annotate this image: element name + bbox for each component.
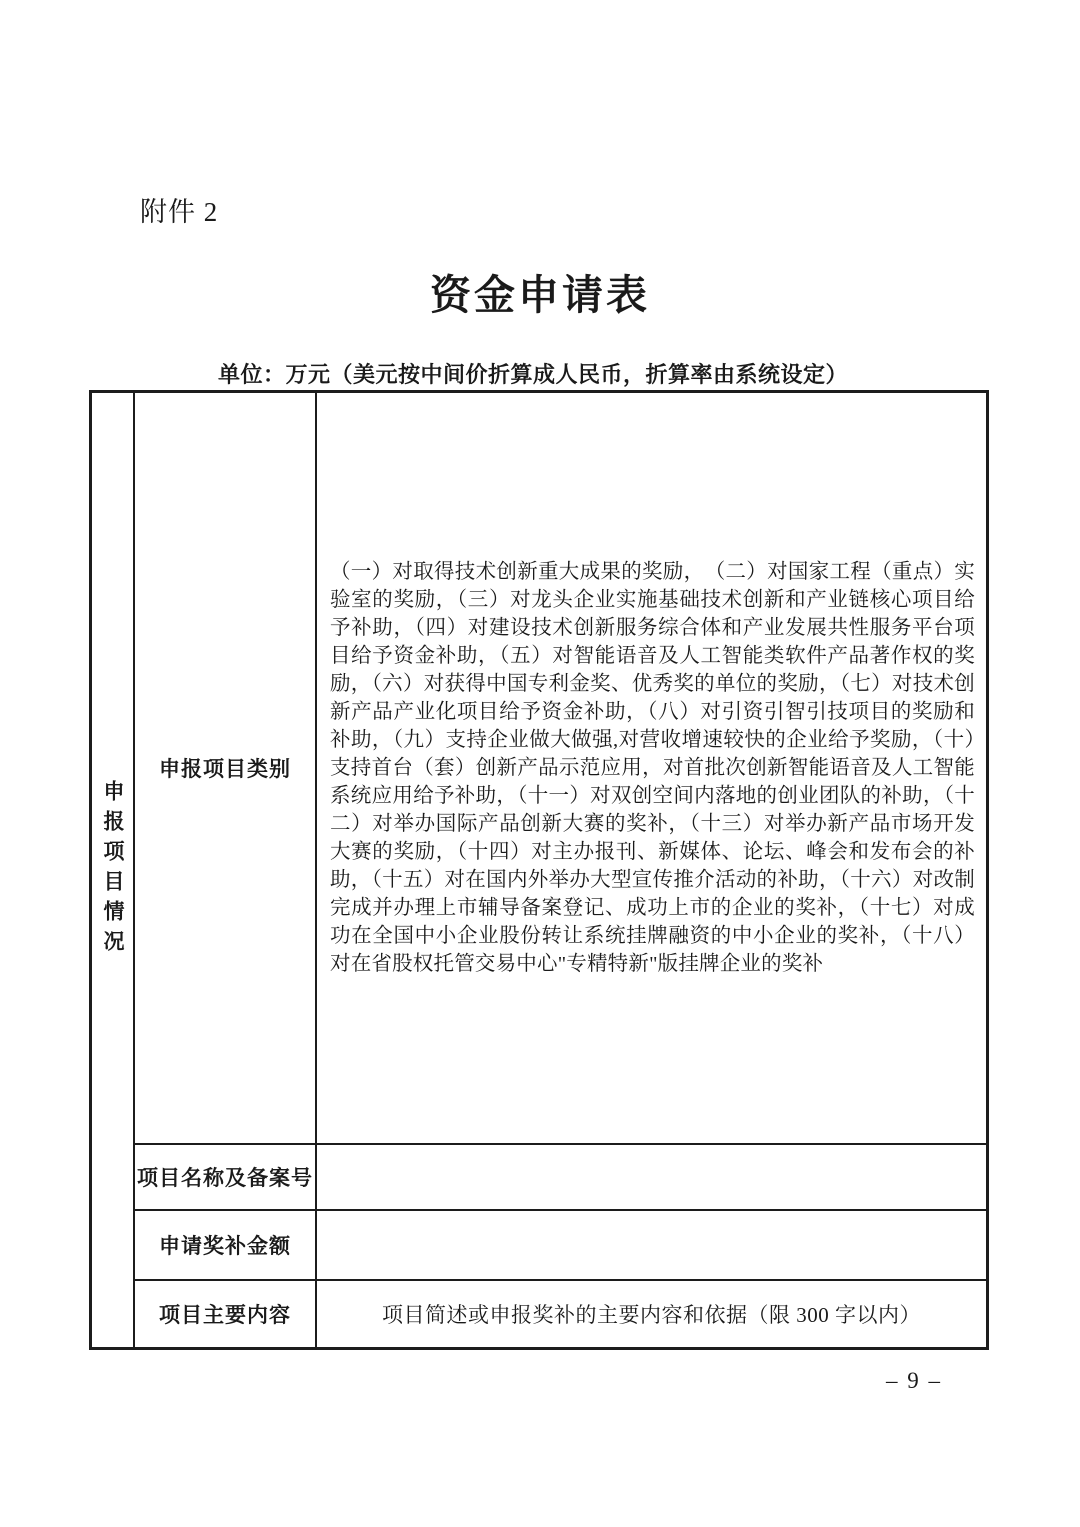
row-label-project-name: 项目名称及备案号 <box>135 1145 317 1209</box>
row-label-category: 申报项目类别 <box>135 393 317 1143</box>
row-content-amount <box>317 1211 986 1279</box>
table-row-category <box>135 393 986 1143</box>
main-content-note: 项目简述或申报奖补的主要内容和依据（限 300 字以内） <box>382 1303 921 1327</box>
row-content-project-name <box>317 1145 986 1209</box>
table-body <box>135 393 986 1347</box>
category-list-text: （一）对取得技术创新重大成果的奖励， （二）对国家工程（重点）实验室的奖励，（三）对龙头企业实施基础技术创新和产业链核心项目给予补助，（四）对建设技术创新服务综合体和产业发展共性服务平台项目给予资金补助，（五）对智能语音及人工智能类软件产品著作权的奖励，（六）对获得中国专利金奖、优秀奖的单位的奖励，（七）对技术创新产品产业化项目给予资金补助，（八）对引资引智引技项目的奖励和补助，（九）支持企业做大做强,对营收增速较快的企业给予奖励，（十）支持首台（套）创新产品示范应用，对首批次创新智能语音及人工智能系统应用给予补助，（十一）对双创空间内落地的创业团队的补助，（十二）对举办国际产品创新大赛的奖补，（十三）对举办新产品市场开发大赛的奖励，（十四）对主办报刊、新媒体、论坛、峰会和发布会的补助，（十五）对在国内外举办大型宣传推介活动的补助，（十六）对改制完成并办理上市辅导备案登记、成功上市的企业的奖补，（十七）对成功在全国中小企业股份转让系统挂牌融资的中小企业的奖补，（十八）对在省股权托管交易中心"专精特新"版挂牌企业的奖补 <box>330 561 975 975</box>
row-content-category <box>317 393 986 1143</box>
attachment-label: 附件 2 <box>140 197 219 227</box>
table-row-main-content <box>135 1279 986 1347</box>
group-label-vertical: 申报项目情况 <box>101 780 125 960</box>
table-row-amount <box>135 1209 986 1279</box>
group-column <box>92 393 135 1347</box>
row-content-main-content <box>317 1281 986 1347</box>
unit-note: 单位：万元（美元按中间价折算成人民币，折算率由系统设定） <box>218 362 849 387</box>
page-title: 资金申请表 <box>430 272 650 318</box>
row-label-amount: 申请奖补金额 <box>135 1211 317 1279</box>
table-row-project-name <box>135 1143 986 1209</box>
fund-application-table <box>89 390 989 1350</box>
row-label-main-content: 项目主要内容 <box>135 1281 317 1347</box>
page-number: – 9 – <box>886 1368 942 1393</box>
